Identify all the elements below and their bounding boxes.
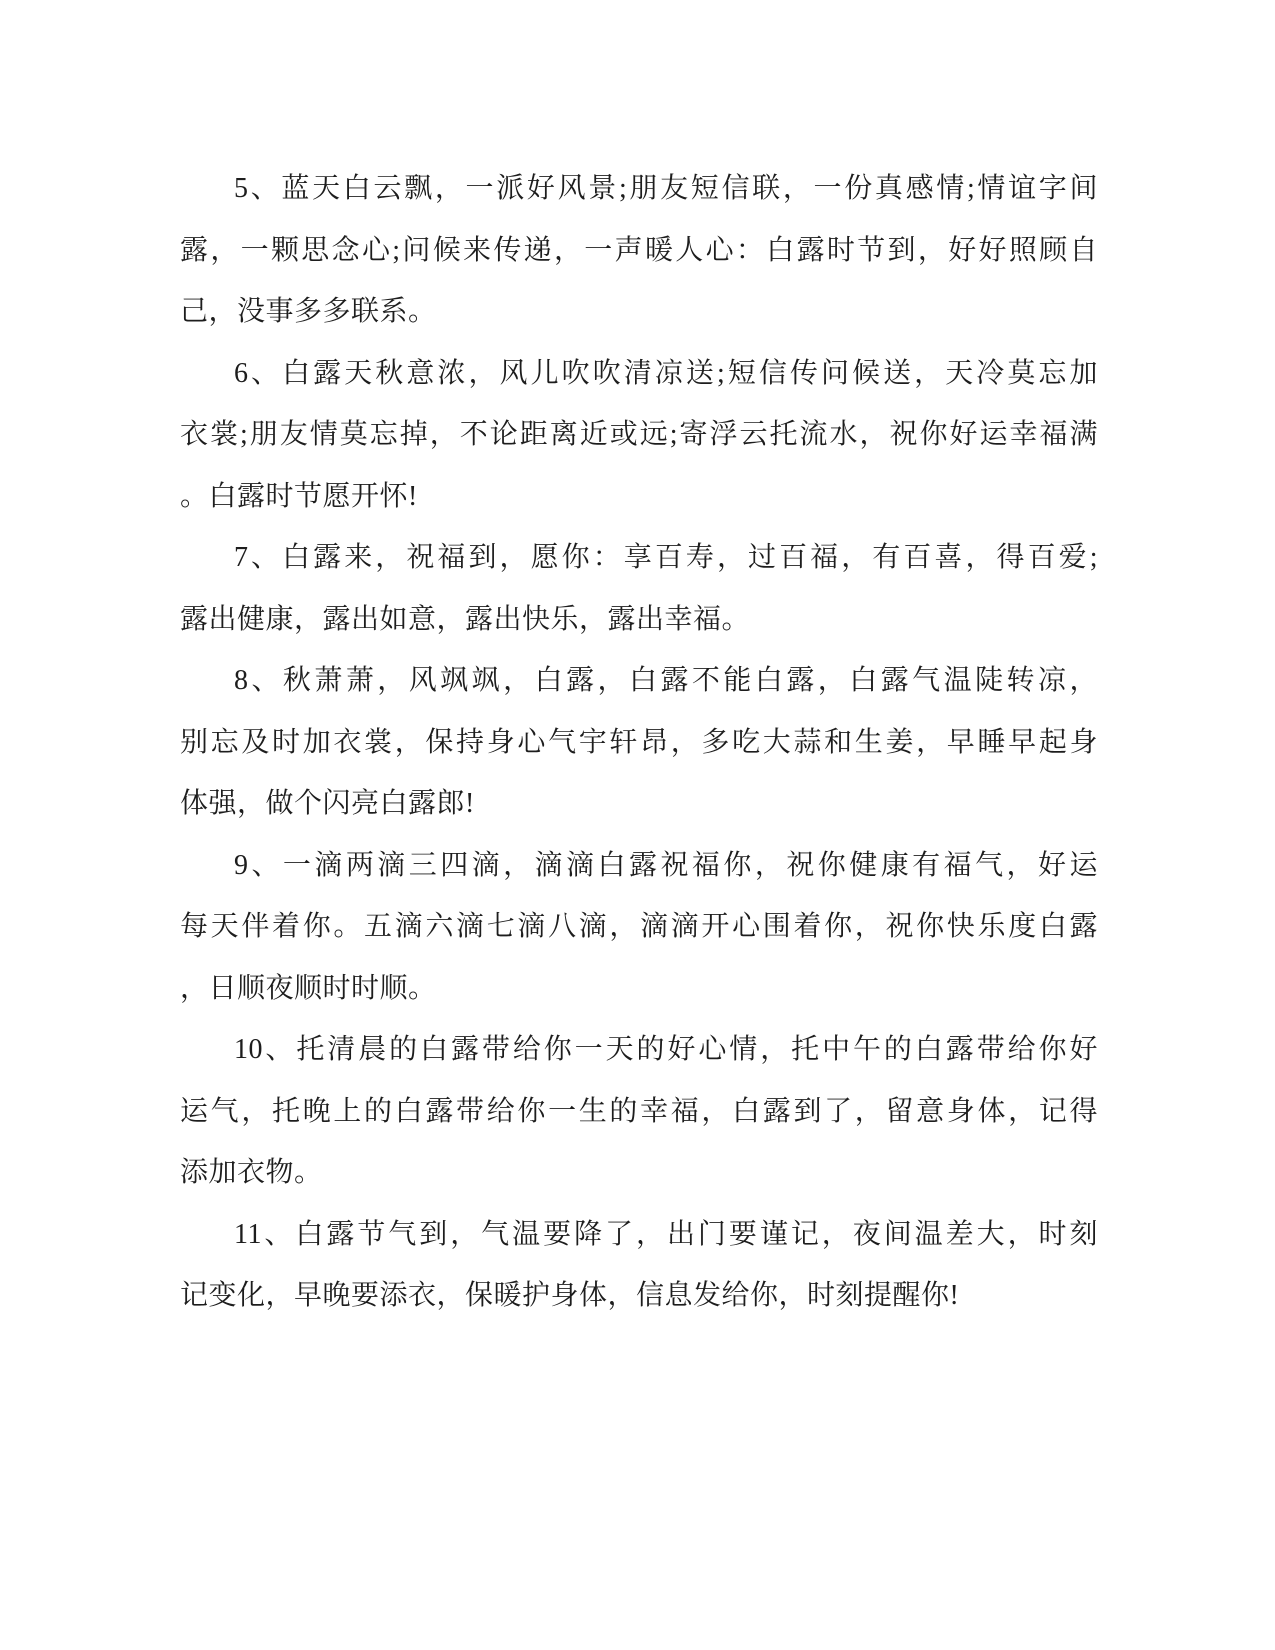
text-line: 衣裳;朋友情莫忘掉，不论距离近或远;寄浮云托流水，祝你好运幸福满 [180,419,1098,450]
paragraph-item-7 [180,527,1098,650]
text-line: 7、白露来，祝福到，愿你：享百寿，过百福，有百喜，得百爱; [234,542,1098,573]
paragraph-item-11 [180,1204,1098,1327]
paragraph-item-10 [180,1019,1098,1204]
text-line: 每天伴着你。五滴六滴七滴八滴，滴滴开心围着你，祝你快乐度白露 [180,911,1098,942]
text-line: 10、托清晨的白露带给你一天的好心情，托中午的白露带给你好 [234,1034,1098,1065]
text-line: 己，没事多多联系。 [180,296,437,327]
paragraph-item-5 [180,158,1098,343]
text-line: 8、秋萧萧，风飒飒，白露，白露不能白露，白露气温陡转凉， [234,665,1098,696]
text-line: 露出健康，露出如意，露出快乐，露出幸福。 [180,603,751,635]
paragraph-item-9 [180,835,1098,1020]
text-line: 露，一颗思念心;问候来传递，一声暖人心：白露时节到，好好照顾自 [180,234,1098,266]
text-block [180,158,1098,1327]
text-line: 11、白露节气到，气温要降了，出门要谨记，夜间温差大，时刻 [234,1218,1098,1250]
text-line: 记变化，早晚要添衣，保暖护身体，信息发给你，时刻提醒你! [180,1280,960,1311]
text-line: 添加衣物。 [180,1157,323,1188]
text-line: 运气，托晚上的白露带给你一生的幸福，白露到了，留意身体，记得 [180,1095,1098,1127]
text-line: ，日顺夜顺时时顺。 [180,972,437,1004]
text-line: 体强，做个闪亮白露郎! [180,788,475,819]
paragraph-item-8 [180,650,1098,835]
text-line: 6、白露天秋意浓，风儿吹吹清凉送;短信传问候送，天冷莫忘加 [234,357,1098,389]
text-line: 5、蓝天白云飘，一派好风景;朋友短信联，一份真感情;情谊字间 [234,173,1098,204]
text-line: 别忘及时加衣裳，保持身心气宇轩昂，多吃大蒜和生姜，早睡早起身 [180,726,1098,758]
text-line: 9、一滴两滴三四滴，滴滴白露祝福你，祝你健康有福气，好运 [234,849,1098,881]
paragraph-item-6 [180,343,1098,528]
text-line: 。白露时节愿开怀! [180,480,418,512]
